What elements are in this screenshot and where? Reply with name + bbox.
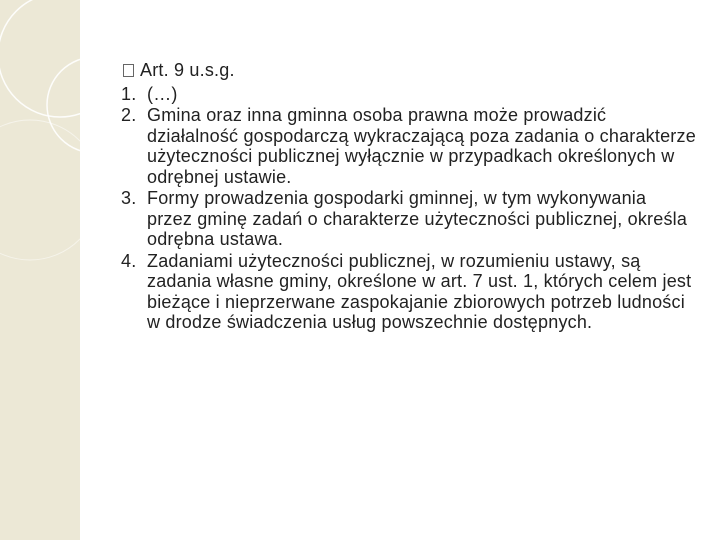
list-item (121, 84, 696, 105)
slide-content (121, 60, 696, 333)
item-text: (…) (147, 83, 178, 104)
item-number: 2. (121, 105, 137, 125)
list-item (121, 105, 696, 187)
decorative-sidebar (0, 0, 80, 540)
item-text: Formy prowadzenia gospodarki gminnej, w tym wykonywania przez gminę zadań o charakterze użyteczności publicznej, określa odrębna ustawa. (147, 188, 688, 249)
ring-faint (0, 120, 80, 260)
list-item (121, 251, 696, 333)
item-text: Gmina oraz inna gminna osoba prawna może prowadzić działalność gospodarczą wykraczającą poza zadania o charakterze użyteczności publicznej wyłącznie w przypadkach określonych w odrębnej ustawie. (147, 105, 696, 187)
item-text: Zadaniami użyteczności publicznej, w rozumieniu ustawy, są zadania własne gminy, określone w art. 7 ust. 1, których celem jest bieżące i nieprzerwane zaspokajanie zbiorowych potrzeb ludności w drodze świadczenia usług powszechnie dostępnych. (147, 250, 692, 332)
list-item (121, 188, 696, 250)
item-number: 4. (121, 250, 137, 271)
ring-large (0, 0, 80, 117)
bullet-box-icon (123, 64, 134, 77)
item-number: 3. (121, 188, 137, 208)
heading-text: Art. 9 u.s.g. (140, 60, 235, 80)
slide-heading (121, 60, 696, 81)
ring-medium (47, 57, 80, 153)
decorative-rings (0, 0, 80, 540)
item-number: 1. (121, 83, 137, 104)
